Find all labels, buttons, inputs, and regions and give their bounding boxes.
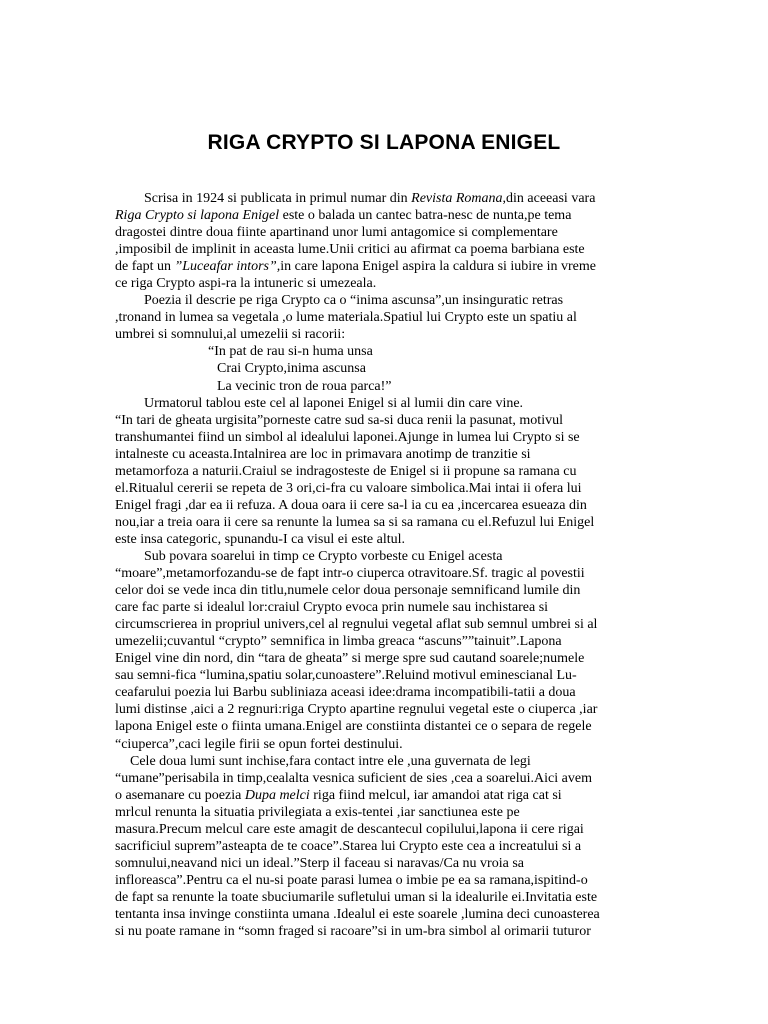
text-line: circumscrierea in propriul univers,cel al regnului vegetal aflat sub semnul umbrei si al (115, 617, 598, 633)
text-line: tentanta insa invinge constiinta umana .Idealul ei este soarele ,lumina deci cunoasterea (115, 906, 600, 922)
text-line: transhumantei fiind un simbol al idealului laponei.Ajunge in lumea lui Crypto si se (115, 429, 580, 445)
document-body (115, 190, 655, 940)
text-line: si nu poate ramane in “somn fraged si racoare”si in um-bra simbol al orimarii tuturor (115, 924, 591, 940)
text-line: masura.Precum melcul care este amagit de descantecul copilului,lapona ii cere rigai (115, 821, 584, 837)
text-line: metamorfoza a naturii.Craiul se indragosteste de Enigel si ii propune sa ramana cu (115, 463, 577, 479)
italic-text: Riga Crypto si lapona Enigel (115, 208, 280, 224)
text-line: ,imposibil de implinit in aceasta lume.Unii critici au afirmat ca poema barbiana este (115, 242, 585, 258)
text-span: ,din aceeasi vara (502, 191, 596, 206)
text-line: “In pat de rau si-n huma unsa (208, 344, 373, 360)
text-line: “umane”perisabila in timp,cealalta vesnica suficient de sies ,cea a soarelui.Aici avem (115, 770, 592, 786)
text-line: Sub povara soarelui in timp ce Crypto vorbeste cu Enigel acesta (144, 548, 503, 564)
text-span: de fapt un (115, 259, 175, 275)
italic-text: ”Luceafar intors”, (174, 259, 281, 275)
text-line: umbrei si somnului,al umezelii si racorii: (115, 327, 346, 343)
text-line: dragostei dintre doua fiinte apartinand unor lumi antagomice si complementare (115, 225, 558, 241)
text-line: ce riga Crypto aspi-ra la intuneric si umezeala. (115, 276, 377, 292)
text-line: Enigel fragi ,dar ea ii refuza. A doua oara ii cere sa-l ia cu ea ,incercarea esueaza din (115, 497, 587, 513)
text-line (115, 207, 655, 224)
text-line: lumi distinse ,aici a 2 regnuri:riga Crypto apartine regnului vegetal este o ciuperca ,iar (115, 702, 598, 718)
text-line: La vecinic tron de roua parca!” (217, 378, 392, 394)
text-span: in care lapona Enigel aspira la caldura si iubire in vreme (280, 259, 596, 275)
text-line: sacrificiul suprem”asteapta de te coace”.Starea lui Crypto este cea a increatului si a (115, 838, 582, 854)
text-line: care fac parte si idealul lor:craiul Crypto evoca prin numele sau inchistarea si (115, 600, 549, 616)
text-line: Cele doua lumi sunt inchise,fara contact intre ele ,una guvernata de legi (130, 753, 531, 769)
text-line: Urmatorul tablou este cel al laponei Enigel si al lumii din care vine. (144, 395, 524, 411)
text-span: este o balada un cantec batra-nesc de nunta,pe tema (279, 208, 572, 224)
text-line: de fapt sa renunte la toate sbuciumarile sufletului uman si la idealurile ei.Invitatia este (115, 889, 598, 905)
text-line: sau semni-fica “lumina,spatiu solar,cunoastere”.Reluind motivul eminescianal Lu- (115, 668, 577, 684)
text-line: el.Ritualul cererii se repeta de 3 ori,ci-fra cu valoare simbolica.Mai intai ii ofera lui (115, 480, 582, 496)
text-line: Crai Crypto,inima ascunsa (217, 361, 366, 377)
text-line: celor doi se vede inca din titlu,numele celor doua personaje semnificand lumile din (115, 583, 581, 599)
text-line: umezelii;cuvantul “crypto” semnifica in limba greaca “ascuns””tainuit”.Lapona (115, 634, 562, 650)
text-line: “ciuperca”,caci legile firii se opun fortei destinului. (115, 736, 403, 752)
text-line: Poezia il descrie pe riga Crypto ca o “inima ascunsa”,un insinguratic retras (144, 293, 564, 309)
document-title: RIGA CRYPTO SI LAPONA ENIGEL (207, 131, 561, 154)
text-line: somnului,neavand nici un ideal.”Sterp il faceau si naravas/Ca nu vroia sa (115, 855, 524, 871)
text-line: “moare”,metamorfozandu-se de fapt intr-o ciuperca otravitoare.Sf. tragic al povestii (115, 566, 585, 582)
italic-text: Dupa melci (244, 787, 310, 803)
text-line: mrlcul renunta la situatia privilegiata a exis-tentei ,iar sanctiunea este pe (115, 804, 520, 820)
text-line: lapona Enigel este o fiinta umana.Enigel are constiinta distantei ce o separa de regele (115, 719, 592, 735)
text-line: ,tronand in lumea sa vegetala ,o lume materiala.Spatiul lui Crypto este un spatiu al (115, 310, 577, 326)
text-span: riga fiind melcul, iar amandoi atat riga cat si (309, 787, 562, 803)
text-line: infloreasca”.Pentru ca el nu-si poate parasi lumea o imbie pe ea sa ramana,ispitind-o (115, 872, 588, 888)
text-line: ceafarului poezia lui Barbu subliniaza aceasi idee:drama incompatibili-tatii a doua (115, 685, 576, 701)
text-span: o asemanare cu poezia (115, 787, 245, 803)
text-span: Scrisa in 1924 si publicata in primul numar din (144, 191, 412, 206)
text-line (115, 258, 655, 275)
text-line: “In tari de gheata urgisita”porneste catre sud sa-si duca renii la pasunat, motivul (115, 412, 563, 428)
text-line (115, 787, 655, 804)
italic-text: Revista Romana (411, 191, 503, 206)
text-line: nou,iar a treia oara ii cere sa renunte la lumea sa si sa ramana cu el.Refuzul lui Enigel (115, 514, 595, 530)
text-line: intalneste cu aceasta.Intalnirea are loc in primavara anotimp de tranzitie si (115, 446, 531, 462)
text-line: este insa categoric, spunandu-I ca visul ei este altul. (115, 531, 406, 547)
text-line: Enigel vine din nord, din “tara de gheata” si merge spre sud cautand soarele;numele (115, 651, 585, 667)
text-line (115, 190, 655, 207)
